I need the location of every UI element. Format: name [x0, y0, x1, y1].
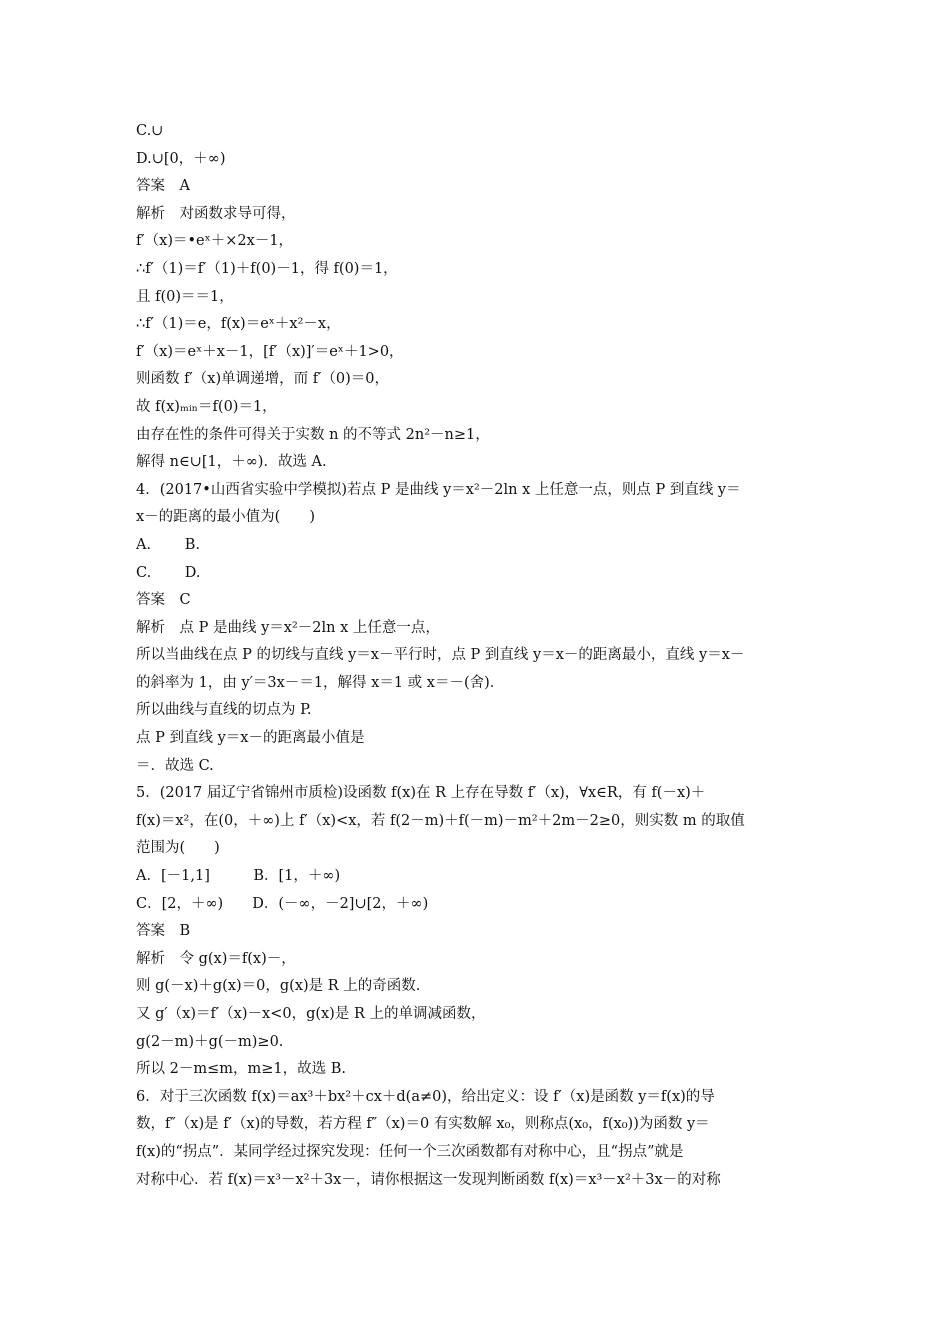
answer-line: 答案 A	[136, 178, 190, 195]
text-line: 又 g′（x)＝f′（x)－x<0，g(x)是 R 上的单调减函数，	[136, 1006, 486, 1022]
answer-line: 答案 C	[136, 592, 191, 609]
choice-line: A．[－1,1] B．[1，＋∞)	[136, 868, 341, 885]
text-line: 故 f(x)ₘᵢₙ＝f(0)＝1，	[136, 398, 277, 415]
text-line: ∴f′（1)＝f′（1)＋f(0)－1，得 f(0)＝1，	[136, 260, 398, 277]
text-line: 则函数 f′（x)单调递增，而 f′（0)＝0，	[136, 371, 389, 388]
text-line: 点 P 到直线 y＝x－的距离最小值是	[136, 730, 365, 747]
analysis-line: 解析 点 P 是曲线 y＝x²－2ln x 上任意一点，	[136, 619, 440, 636]
analysis-line: 解析 令 g(x)＝f(x)－，	[136, 950, 296, 967]
question-6: 数，f″（x)是 f′（x)的导数，若方程 f″（x)＝0 有实数解 x₀，则称点(x₀，f(x₀))为函数 y＝	[136, 1116, 710, 1133]
question-6: 6．对于三次函数 f(x)＝ax³＋bx²＋cx＋d(a≠0)，给出定义：设 f′（x)是函数 y＝f(x)的导	[136, 1088, 715, 1105]
text-line: ＝．故选 C.	[136, 757, 214, 774]
text-line: C.∪	[136, 123, 164, 139]
analysis-line: 解析 对函数求导可得，	[136, 205, 296, 222]
text-line: 所以曲线与直线的切点为 P.	[136, 702, 312, 719]
text-line: 解得 n∈∪[1，＋∞)．故选 A.	[136, 454, 327, 471]
text-line: 所以当曲线在点 P 的切线与直线 y＝x－平行时，点 P 到直线 y＝x－的距离最小，直线 y＝x－	[136, 647, 745, 664]
question-5: 范围为( )	[136, 840, 220, 857]
text-line: 的斜率为 1，由 y′＝3x－＝1，解得 x＝1 或 x＝－(舍)．	[136, 674, 505, 691]
text-line: 且 f(0)＝＝1，	[136, 288, 234, 305]
answer-line: 答案 B	[136, 923, 191, 940]
text-line: 由存在性的条件可得关于实数 n 的不等式 2n²－n≥1，	[136, 426, 490, 443]
text-line: f′（x)＝•eˣ＋×2x－1，	[136, 233, 294, 250]
text-line: f′（x)＝eˣ＋x－1，[f′（x)]′＝eˣ＋1>0，	[136, 343, 404, 360]
text-line: 则 g(－x)＋g(x)＝0，g(x)是 R 上的奇函数.	[136, 978, 421, 995]
text-line: g(2－m)＋g(－m)≥0.	[136, 1033, 284, 1050]
question-5: f(x)＝x²，在(0，＋∞)上 f′（x)<x，若 f(2－m)＋f(－m)－m²＋2m－2≥0，则实数 m 的取值	[136, 812, 745, 829]
text-line: 所以 2－m≤m，m≥1，故选 B.	[136, 1061, 346, 1078]
choice-line: A. B.	[136, 536, 200, 553]
text-line: D.∪[0，＋∞)	[136, 150, 226, 167]
question-5: 5．(2017 届辽宁省锦州市质检)设函数 f(x)在 R 上存在导数 f′（x)，∀x∈R，有 f(－x)＋	[136, 785, 706, 802]
question-6: f(x)的“拐点”．某同学经过探究发现：任何一个三次函数都有对称中心，且“拐点”就是	[136, 1143, 684, 1160]
text-line: ∴f′（1)＝e，f(x)＝eˣ＋x²－x，	[136, 316, 341, 333]
question-4: 4．(2017•山西省实验中学模拟)若点 P 是曲线 y＝x²－2ln x 上任意一点，则点 P 到直线 y＝	[136, 481, 741, 498]
question-6: 对称中心．若 f(x)＝x³－x²＋3x－，请你根据这一发现判断函数 f(x)＝x³－x²＋3x－的对称	[136, 1171, 721, 1188]
choice-line: C. D.	[136, 564, 201, 581]
page-content	[136, 118, 816, 1194]
question-4: x－的距离的最小值为( )	[136, 509, 315, 526]
choice-line: C．[2，＋∞) D．(－∞，－2]∪[2，＋∞)	[136, 895, 429, 912]
